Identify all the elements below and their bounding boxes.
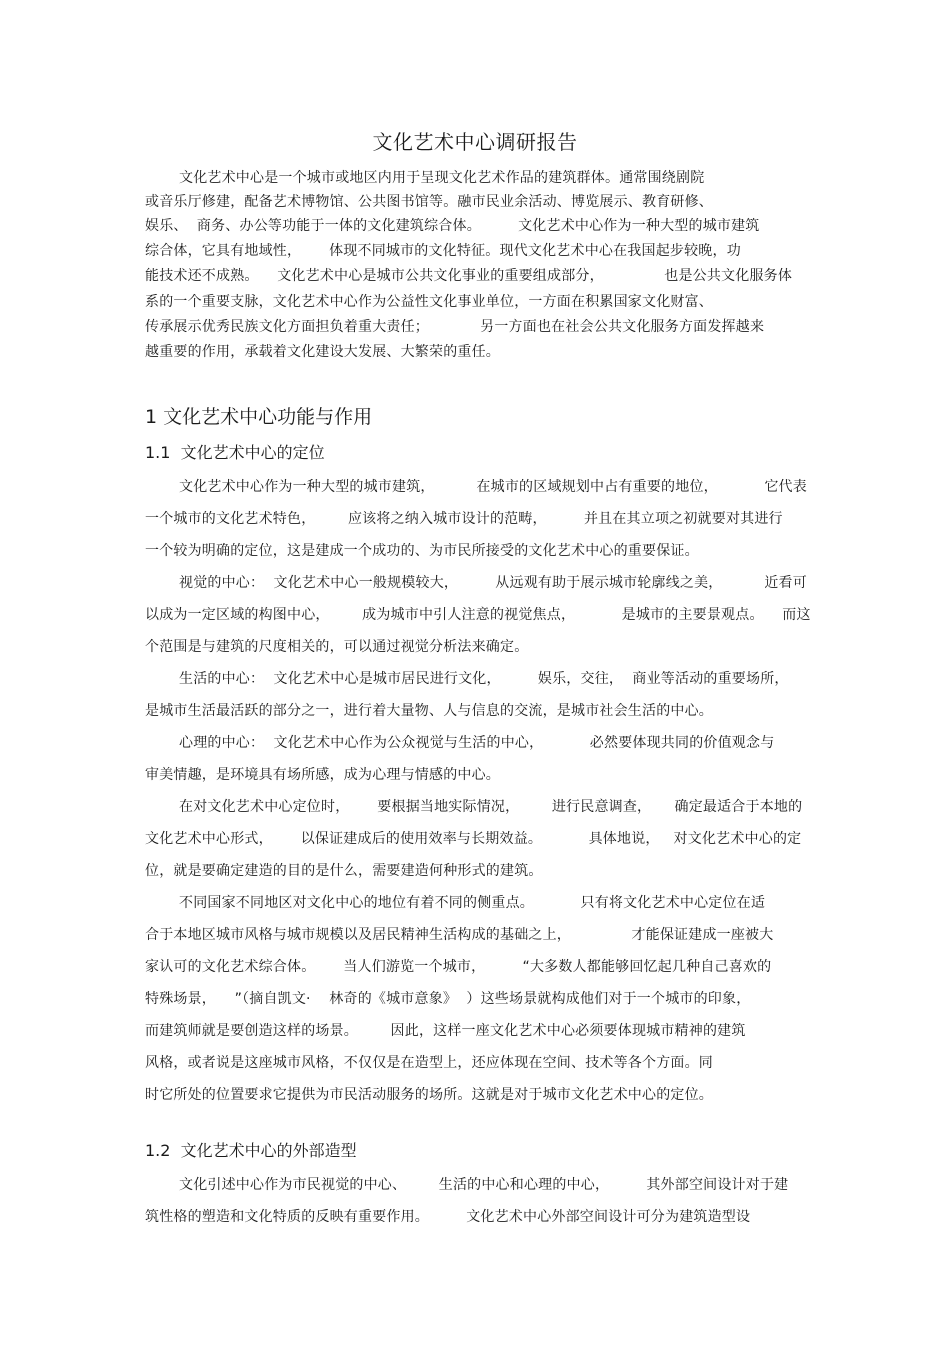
intro-line: 综合体，它具有地域性， 体现不同城市的文化特征。现代文化艺术中心在我国起步较晚，功: [145, 243, 741, 259]
paragraph-line: 风格，或者说是这座城市风格，不仅仅是在造型上，还应体现在空间、技术等各个方面。同: [145, 1055, 713, 1071]
paragraph-line: 文化引述中心作为市民视觉的中心、 生活的中心和心理的中心， 其外部空间设计对于建: [179, 1177, 789, 1193]
paragraph-line: 文化艺术中心作为一种大型的城市建筑， 在城市的区域规划中占有重要的地位， 它代表: [179, 479, 807, 495]
paragraph-line: 个范围是与建筑的尺度相关的，可以通过视觉分析法来确定。: [145, 639, 529, 655]
paragraph-line: 合于本地区城市风格与城市规模以及居民精神生活构成的基础之上， 才能保证建成一座被大: [145, 927, 774, 943]
paragraph-line: 不同国家不同地区对文化中心的地位有着不同的侧重点。 只有将文化艺术中心定位在适: [179, 895, 766, 911]
intro-line: 越重要的作用，承载着文化建设大发展、大繁荣的重任。: [145, 344, 500, 360]
paragraph-line: 一个较为明确的定位，这是建成一个成功的、为市民所接受的文化艺术中心的重要保证。: [145, 543, 699, 559]
subsection-heading: 1.2 文化艺术中心的外部造型: [145, 1141, 357, 1160]
intro-line: 文化艺术中心是一个城市或地区内用于呈现文化艺术作品的建筑群体。通常围绕剧院: [179, 170, 705, 186]
paragraph-line: 位，就是要确定建造的目的是什么，需要建造何种形式的建筑。: [145, 863, 543, 879]
paragraph-line: 时它所处的位置要求它提供为市民活动服务的场所。这就是对于城市文化艺术中心的定位。: [145, 1087, 713, 1103]
intro-line: 或音乐厅修建，配备艺术博物馆、公共图书馆等。融市民业余活动、博览展示、教育研修、: [145, 194, 713, 210]
paragraph-line: 视觉的中心： 文化艺术中心一般规模较大， 从远观有助于展示城市轮廓线之美， 近看可: [179, 575, 807, 591]
paragraph-line: 审美情趣，是环境具有场所感，成为心理与情感的中心。: [145, 767, 500, 783]
intro-line: 系的一个重要支脉，文化艺术中心作为公益性文化事业单位，一方面在积累国家文化财富、: [145, 294, 713, 310]
paragraph-line: 心理的中心： 文化艺术中心作为公众视觉与生活的中心， 必然要体现共同的价值观念与: [179, 735, 775, 751]
paragraph-line: 筑性格的塑造和文化特质的反映有重要作用。 文化艺术中心外部空间设计可分为建筑造型设: [145, 1209, 751, 1225]
paragraph-line: 生活的中心： 文化艺术中心是城市居民进行文化， 娱乐，交往， 商业等活动的重要场所，: [179, 671, 789, 687]
paragraph-line: 家认可的文化艺术综合体。 当人们游览一个城市， “大多数人都能够回忆起几种自己喜欢的: [145, 959, 772, 975]
intro-line: 传承展示优秀民族文化方面担负着重大责任； 另一方面也在社会公共文化服务方面发挥越来: [145, 319, 765, 335]
section-heading: 1 文化艺术中心功能与作用: [145, 406, 373, 428]
paragraph-line: 在对文化艺术中心定位时， 要根据当地实际情况， 进行民意调查， 确定最适合于本地的: [179, 799, 803, 815]
document-title: 文化艺术中心调研报告: [372, 130, 578, 154]
paragraph-line: 一个城市的文化艺术特色， 应该将之纳入城市设计的范畴， 并且在其立项之初就要对其进行: [145, 511, 783, 527]
paragraph-line: 文化艺术中心形式， 以保证建成后的使用效率与长期效益。 具体地说， 对文化艺术中心的定: [145, 831, 802, 847]
intro-line: 能技术还不成熟。 文化艺术中心是城市公共文化事业的重要组成部分， 也是公共文化服务体: [145, 268, 793, 284]
paragraph-line: 特殊场景， ”（摘自凯文· 林奇的《城市意象》 ）这些场景就构成他们对于一个城市的印象，: [145, 991, 751, 1007]
intro-line: 娱乐、 商务、办公等功能于一体的文化建筑综合体。 文化艺术中心作为一种大型的城市建筑: [145, 218, 760, 234]
paragraph-line: 以成为一定区域的构图中心， 成为城市中引人注意的视觉焦点， 是城市的主要景观点。 而这: [145, 607, 811, 623]
paragraph-line: 而建筑师就是要创造这样的场景。 因此，这样一座文化艺术中心必须要体现城市精神的建筑: [145, 1023, 746, 1039]
paragraph-line: 是城市生活最活跃的部分之一，进行着大量物、人与信息的交流，是城市社会生活的中心。: [145, 703, 713, 719]
subsection-heading: 1.1 文化艺术中心的定位: [145, 443, 325, 462]
